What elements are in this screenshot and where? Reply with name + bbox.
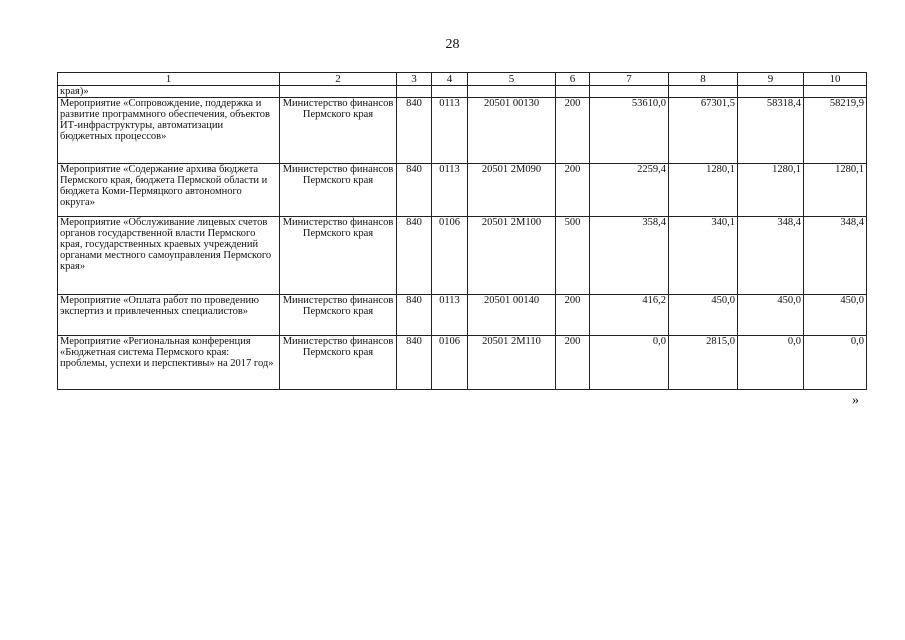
- cell-col7: 416,2: [590, 295, 669, 336]
- column-header: 5: [468, 73, 556, 86]
- cell-col6: 200: [556, 295, 590, 336]
- cell-col6: 200: [556, 98, 590, 164]
- agency-name: Министерство финансов Пермского края: [280, 336, 397, 390]
- cell-col4: 0106: [432, 217, 468, 295]
- cell-col7: 0,0: [590, 336, 669, 390]
- measure-name: Мероприятие «Оплата работ по проведению экспертиз и привлеченных специалистов»: [58, 295, 280, 336]
- cell-col7: 53610,0: [590, 98, 669, 164]
- cell-col10: 348,4: [804, 217, 867, 295]
- column-header: 7: [590, 73, 669, 86]
- cell-col8: 450,0: [669, 295, 738, 336]
- column-header: 6: [556, 73, 590, 86]
- cell-col3: 840: [397, 336, 432, 390]
- agency-name: Министерство финансов Пермского края: [280, 98, 397, 164]
- cell-col4: 0113: [432, 295, 468, 336]
- column-header: 2: [280, 73, 397, 86]
- cell-col5: 20501 00140: [468, 295, 556, 336]
- cell-col5: 20501 2М090: [468, 164, 556, 217]
- cell-col7: 358,4: [590, 217, 669, 295]
- cell-col6: 500: [556, 217, 590, 295]
- measure-name: Мероприятие «Содержание архива бюджета Пермского края, бюджета Пермской области и бюджета Коми-Пермяцкого автономного округа»: [58, 164, 280, 217]
- cell-col9: 348,4: [738, 217, 804, 295]
- cell-col3: 840: [397, 98, 432, 164]
- measure-name: Мероприятие «Обслуживание лицевых счетов органов государственной власти Пермского края, государственных краевых учреждений органами местного самоуправления Пермского края»: [58, 217, 280, 295]
- cell-col5: 20501 2М110: [468, 336, 556, 390]
- column-header: 10: [804, 73, 867, 86]
- cell-col6: 200: [556, 164, 590, 217]
- cell-col4: 0113: [432, 98, 468, 164]
- table-row: [58, 336, 867, 390]
- closing-quote: »: [852, 393, 859, 408]
- table-row: [58, 295, 867, 336]
- cell-col3: 840: [397, 164, 432, 217]
- continuation-row: [58, 86, 867, 98]
- column-header: 9: [738, 73, 804, 86]
- agency-name: Министерство финансов Пермского края: [280, 164, 397, 217]
- cell-col7: 2259,4: [590, 164, 669, 217]
- cell-col8: 340,1: [669, 217, 738, 295]
- cell-col9: 1280,1: [738, 164, 804, 217]
- cell-col4: 0106: [432, 336, 468, 390]
- page-number: 28: [445, 37, 460, 52]
- cell-col6: 200: [556, 336, 590, 390]
- continuation-text: края)»: [58, 86, 280, 98]
- table-row: [58, 164, 867, 217]
- cell-col9: 450,0: [738, 295, 804, 336]
- agency-name: Министерство финансов Пермского края: [280, 295, 397, 336]
- column-header: 8: [669, 73, 738, 86]
- cell-col10: 58219,9: [804, 98, 867, 164]
- cell-col10: 1280,1: [804, 164, 867, 217]
- cell-col5: 20501 00130: [468, 98, 556, 164]
- agency-name: Министерство финансов Пермского края: [280, 217, 397, 295]
- column-header: 1: [58, 73, 280, 86]
- budget-table: [57, 72, 867, 390]
- table-row: [58, 217, 867, 295]
- cell-col8: 2815,0: [669, 336, 738, 390]
- measure-name: Мероприятие «Сопровождение, поддержка и развитие программного обеспечения, объектов ИТ-инфраструктуры, автоматизации бюджетных процессов»: [58, 98, 280, 164]
- cell-col10: 450,0: [804, 295, 867, 336]
- cell-col9: 0,0: [738, 336, 804, 390]
- cell-col8: 1280,1: [669, 164, 738, 217]
- table-row: [58, 98, 867, 164]
- cell-col3: 840: [397, 217, 432, 295]
- column-number-row: [58, 73, 867, 86]
- cell-col10: 0,0: [804, 336, 867, 390]
- measure-name: Мероприятие «Региональная конференция «Бюджетная система Пермского края: проблемы, успехи и перспективы» на 2017 год»: [58, 336, 280, 390]
- cell-col9: 58318,4: [738, 98, 804, 164]
- column-header: 4: [432, 73, 468, 86]
- cell-col8: 67301,5: [669, 98, 738, 164]
- cell-col3: 840: [397, 295, 432, 336]
- cell-col5: 20501 2М100: [468, 217, 556, 295]
- cell-col4: 0113: [432, 164, 468, 217]
- column-header: 3: [397, 73, 432, 86]
